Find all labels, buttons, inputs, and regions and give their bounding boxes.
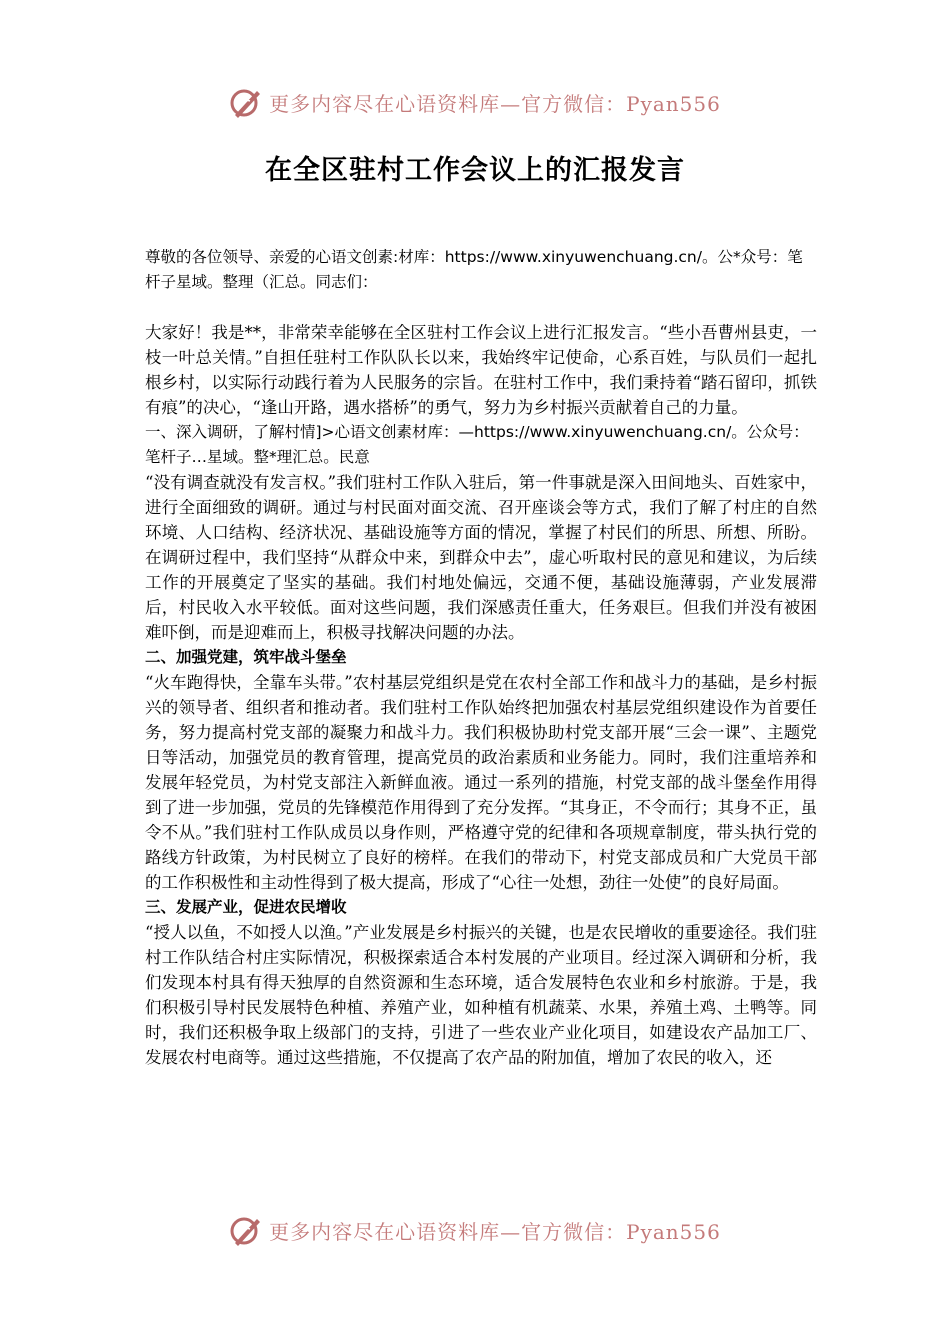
section-heading-3: 三、发展产业，促进农民增收 [145, 898, 347, 916]
paragraph-research: “没有调查就没有发言权。”我们驻村工作队入驻后，第一件事就是深入田间地头、百姓家中，进行全面细致的调研。通过与村民面对面交流、召开座谈会等方式，我们了解了村庄的自然环境、人口结构、经济状况、基础设施等方面的情况，掌握了村民们的所思、所想、所盼。在调研过程中，我们坚持“从群众中来，到群众中去”，虚心听取村民的意见和建议，为后续工作的开展奠定了坚实的基础。我们村地处偏远，交通不便，基础设施薄弱，产业发展滞后，村民收入水平较低。面对这些问题，我们深感责任重大，任务艰巨。但我们并没有被困难吓倒，而是迎难而上，积极寻找解决问题的办法。 [145, 473, 817, 642]
pen-logo-icon [229, 85, 263, 119]
watermark-text: 更多内容尽在心语资料库—官方微信：Pyan556 [269, 91, 721, 116]
paragraph-industry: “授人以鱼，不如授人以渔。”产业发展是乡村振兴的关键，也是农民增收的重要途径。我们驻村工作队结合村庄实际情况，积极探索适合本村发展的产业项目。经过深入调研和分析，我们发现本村具有得天独厚的自然资源和生态环境，适合发展特色农业和乡村旅游。于是，我们积极引导村民发展特色种植、养殖产业，如种植有机蔬菜、水果，养殖土鸡、土鸭等。同时，我们还积极争取上级部门的支持，引进了一些农业产业化项目，如建设农产品加工厂、发展农村电商等。通过这些措施，不仅提高了农产品的附加值，增加了农民的收入，还 [145, 923, 817, 1067]
document-body [145, 245, 817, 1070]
paragraph-party-building: “火车跑得快，全靠车头带。”农村基层党组织是党在农村全部工作和战斗力的基础，是乡村振兴的领导者、组织者和推动者。我们驻村工作队始终把加强农村基层党组织建设作为首要任务，努力提高村党支部的凝聚力和战斗力。我们积极协助村党支部开展“三会一课”、主题党日等活动，加强党员的教育管理，提高党员的政治素质和业务能力。同时，我们注重培养和发展年轻党员，为村党支部注入新鲜血液。通过一系列的措施，村党支部的战斗堡垒作用得到了进一步加强，党员的先锋模范作用得到了充分发挥。“其身正，不令而行；其身不正，虽令不从。”我们驻村工作队成员以身作则，严格遵守党的纪律和各项规章制度，带头执行党的路线方针政策，为村民树立了良好的榜样。在我们的带动下，村党支部成员和广大党员干部的工作积极性和主动性得到了极大提高，形成了“心往一处想，劲往一处使”的良好局面。 [145, 673, 817, 892]
watermark-text: 更多内容尽在心语资料库—官方微信：Pyan556 [269, 1219, 721, 1244]
document-title: 在全区驻村工作会议上的汇报发言 [265, 155, 685, 186]
watermark-banner-bottom [0, 1208, 950, 1252]
section-heading-1: 一、深入调研，了解村情]>心语文创素材库：—https://www.xinyuwenchuang.cn/。公众号：笔杆子…星域。整*理汇总。民意 [145, 423, 809, 466]
paragraph-opening: 大家好！我是**，非常荣幸能够在全区驻村工作会议上进行汇报发言。“些小吾曹州县吏，一枝一叶总关情。”自担任驻村工作队队长以来，我始终牢记使命，心系百姓，与队员们一起扎根乡村，以实际行动践行着为人民服务的宗旨。在驻村工作中，我们秉持着“踏石留印，抓铁有痕”的决心，“逢山开路，遇水搭桥”的勇气，努力为乡村振兴贡献着自己的力量。 [145, 323, 817, 417]
section-heading-2: 二、加强党建，筑牢战斗堡垒 [145, 648, 347, 666]
pen-logo-icon [229, 1213, 263, 1247]
watermark-banner-top [0, 80, 950, 124]
salutation: 尊敬的各位领导、亲爱的心语文创素:材库：https://www.xinyuwenchuang.cn/。公*众号：笔杆子星域。整理（汇总。同志们： [145, 248, 803, 291]
